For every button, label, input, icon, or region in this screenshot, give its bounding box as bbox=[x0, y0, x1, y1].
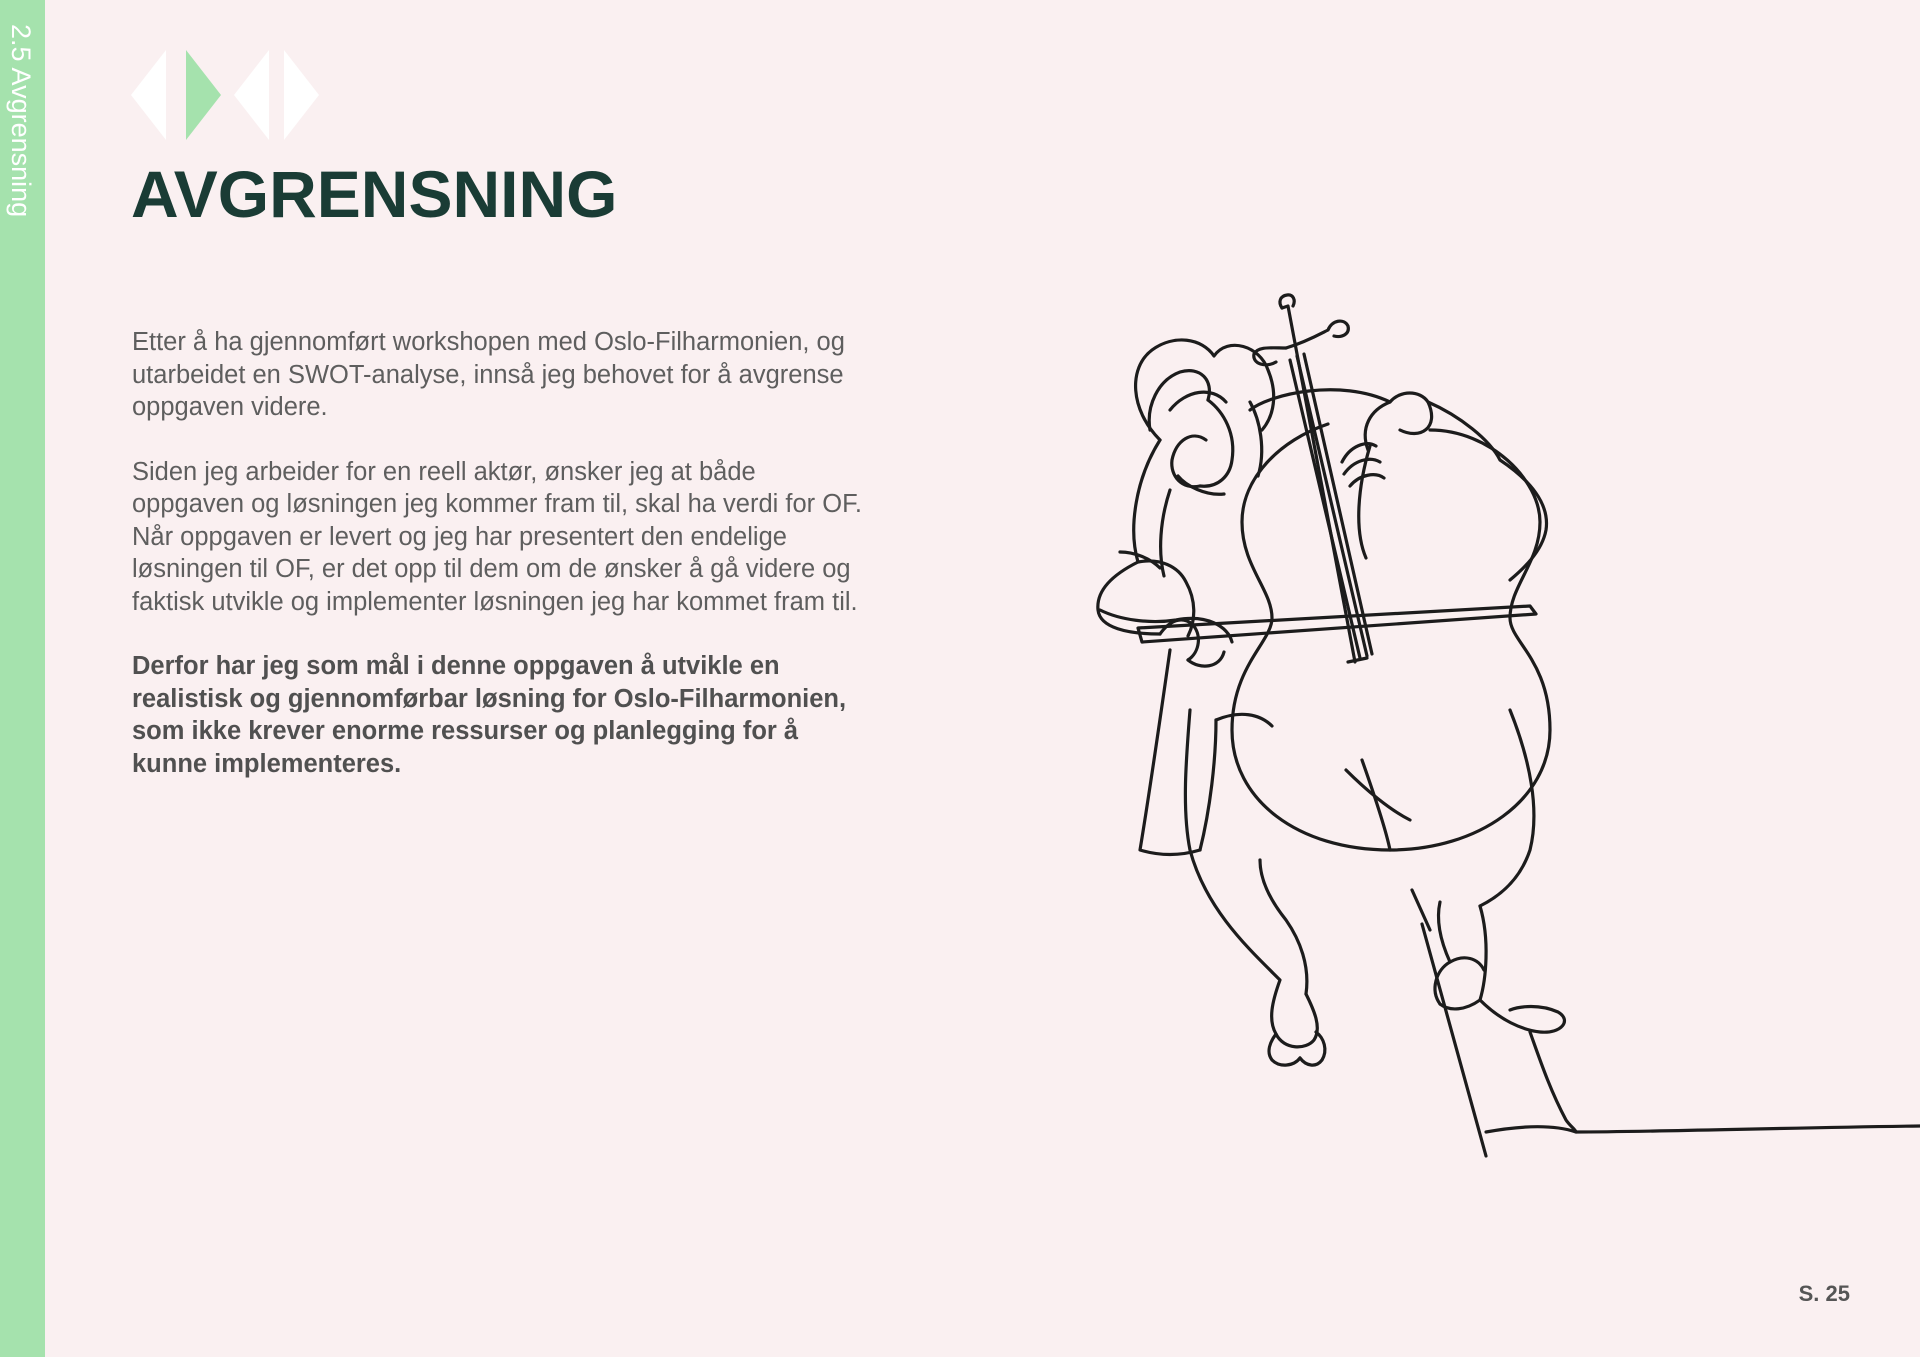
paragraph-context: Siden jeg arbeider for en reell aktør, ønsker jeg at både oppgaven og løsningen jeg kommer fram til, skal ha verdi for OF. Når oppgaven er levert og jeg har presentert den endelige løsningen til OF, er det opp til dem om de ønsker å gå videre og faktisk utvikle og implementer løsningen jeg har kommet fram til. bbox=[132, 457, 862, 616]
page-number: S. 25 bbox=[1798, 1281, 1850, 1306]
paragraph-conclusion: Derfor har jeg som mål i denne oppgaven å utvikle en realistisk og gjennomførbar løsning for Oslo-Filharmonien, som ikke krever enorme ressurser og planlegging for å kunne implementeres. bbox=[132, 652, 847, 778]
body-text bbox=[132, 326, 872, 812]
paragraph-intro: Etter å ha gjennomført workshopen med Oslo-Filharmonien, og utarbeidet en SWOT-analyse, innså jeg behovet for å avgrense oppgaven videre. bbox=[132, 328, 845, 421]
section-label: 2.5 Avgrensning bbox=[6, 24, 36, 218]
page-title: AVGRENSNING bbox=[131, 157, 618, 231]
diamond-triangles-logo-icon bbox=[131, 50, 319, 140]
cellist-line-drawing-icon bbox=[1010, 290, 1920, 1170]
